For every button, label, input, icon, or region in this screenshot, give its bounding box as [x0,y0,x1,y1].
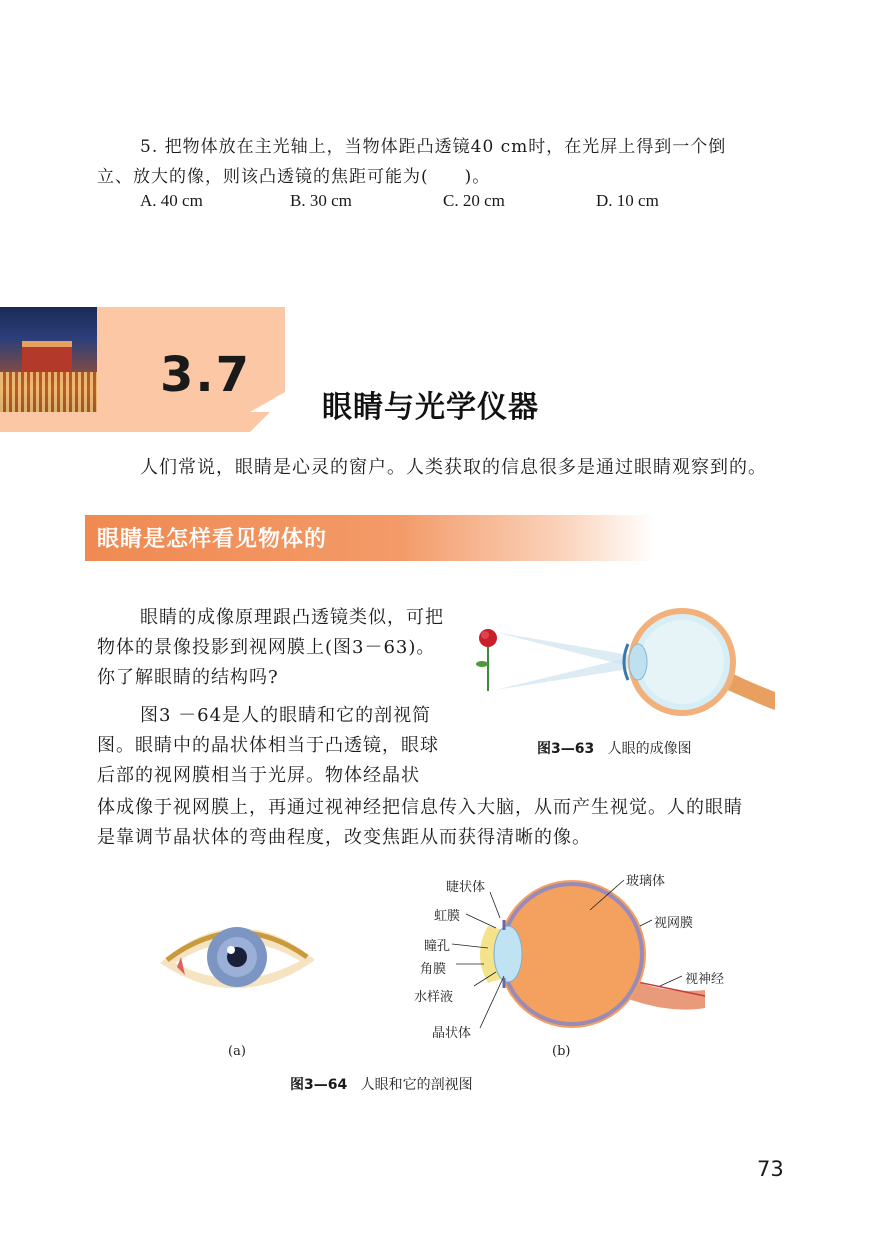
figure-63-text: 人眼的成像图 [607,741,692,757]
eyeball-side-icon [624,608,775,716]
label-lens: 晶状体 [432,1026,472,1041]
section-title: 眼睛与光学仪器 [322,390,539,425]
option-d: D. 10 cm [596,191,659,210]
option-a: A. 40 cm [140,191,203,210]
subsection-title: 眼睛是怎样看见物体的 [97,527,328,552]
question-line-2: 立、放大的像，则该凸透镜的焦距可能为( )。 [97,167,491,187]
option-c: C. 20 cm [443,191,505,210]
section-number: 3.7 [160,347,252,403]
label-optic-nerve: 视神经 [685,972,725,987]
figure-63-number: 图3—63 [537,741,595,757]
body-line-1: 眼睛的成像原理跟凸透镜类似，可把 [140,607,444,628]
figure-64-number: 图3—64 [290,1077,348,1093]
label-iris: 虹膜 [434,909,461,924]
figure-64-caption [290,1074,473,1094]
figure-64b-label: (b) [552,1044,571,1059]
body-line-4: 图3 －64是人的眼睛和它的剖视简 [140,705,432,726]
label-aqueous-humor: 水样液 [414,990,454,1005]
body-line-3: 你了解眼睛的结构吗? [97,667,279,688]
label-cornea: 角膜 [420,962,447,977]
page-number: 73 [757,1157,784,1181]
figure-64b-eye-section [400,868,740,1048]
figure-64-text: 人眼和它的剖视图 [360,1077,473,1093]
figure-63-caption [537,738,692,758]
question-line-1: 5. 把物体放在主光轴上，当物体距凸透镜40 cm时，在光屏上得到一个倒 [140,137,727,157]
body-line-7: 体成像于视网膜上，再通过视神经把信息传入大脑，从而产生视觉。人的眼睛 [97,797,743,818]
body-line-8: 是靠调节晶状体的弯曲程度，改变焦距从而获得清晰的像。 [97,827,591,848]
body-line-5: 图。眼睛中的晶状体相当于凸透镜，眼球 [97,735,439,756]
label-pupil: 瞳孔 [424,939,451,954]
body-line-6: 后部的视网膜相当于光屏。物体经晶状 [97,765,420,786]
figure-64a-label: (a) [228,1044,246,1059]
intro-paragraph: 人们常说，眼睛是心灵的窗户。人类获取的信息很多是通过眼睛观察到的。 [140,457,767,478]
label-retina: 视网膜 [654,916,694,931]
option-b: B. 30 cm [290,191,352,210]
label-vitreous-body: 玻璃体 [626,874,666,889]
figure-63-eye-imaging [470,606,775,731]
flower-icon [476,629,497,691]
label-ciliary-body: 睫状体 [446,880,486,895]
body-line-2: 物体的景像投影到视网膜上(图3－63)。 [97,637,436,658]
figure-64a-eye-photo [155,905,320,1005]
